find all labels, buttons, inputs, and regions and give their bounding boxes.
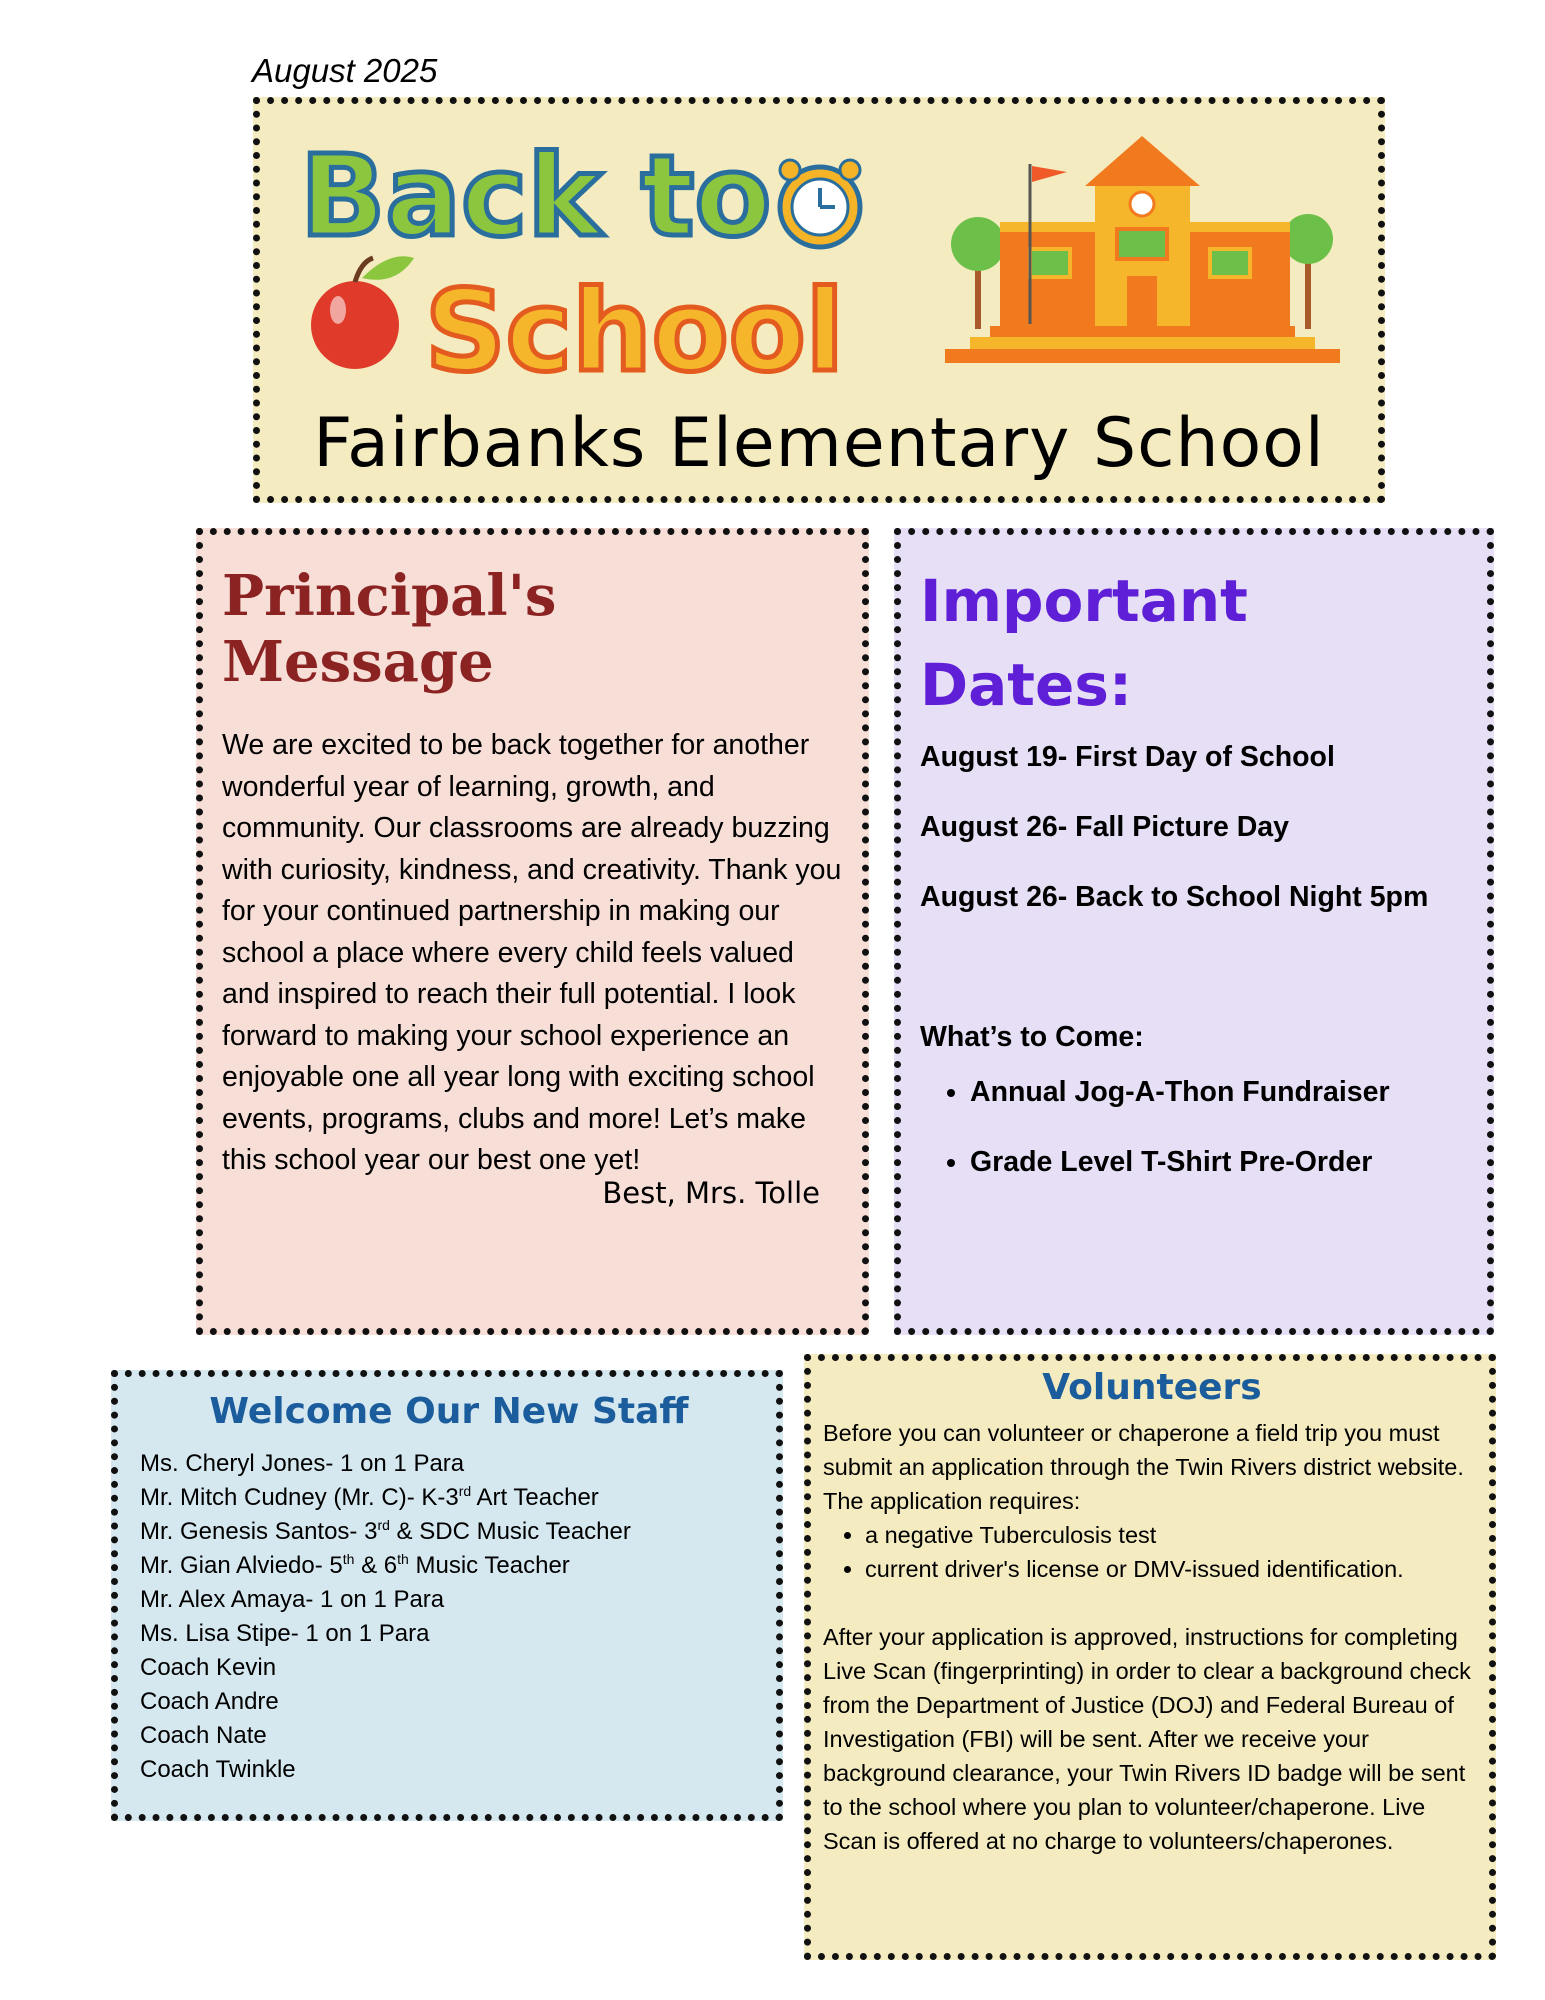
whats-to-come-list [920, 1076, 1469, 1179]
volunteers-box [804, 1354, 1496, 1960]
newsletter-date: August 2025 [252, 52, 438, 89]
important-dates-title: Important Dates: [920, 567, 1248, 719]
alarm-clock-icon [780, 160, 860, 247]
whats-to-come-title: What’s to Come: [920, 1021, 1144, 1053]
date-item: August 19- First Day of School [920, 741, 1335, 773]
volunteers-title: Volunteers [1042, 1367, 1262, 1408]
staff-member: Coach Twinkle [140, 1756, 296, 1783]
new-staff-box [111, 1370, 783, 1821]
principal-message-title: Principal's Message [222, 563, 557, 695]
principal-signature: Best, Mrs. Tolle [602, 1175, 820, 1210]
volunteers-intro: Before you can volunteer or chaperone a field trip you must submit an application through the Twin Rivers district website. The application requires: [823, 1420, 1464, 1514]
staff-member: Coach Nate [140, 1722, 267, 1749]
staff-member: Mr. Alex Amaya- 1 on 1 Para [140, 1586, 445, 1613]
list-item: • current driver's license or DMV-issued identification. [865, 1552, 1481, 1586]
staff-member: Ms. Lisa Stipe- 1 on 1 Para [140, 1620, 430, 1647]
principal-message-body: We are excited to be back together for another wonderful year of learning, growth, and community. Our classrooms are already buzzing with curiosity, kindness, and creativity. Thank you for your continued partnership in making our school a place where every child feels valued and inspired to reach their full potential. I look forward to making your school experience an enjoyable one all year long with exciting school events, programs, clubs and more! Let’s make this school year our best one yet! [222, 729, 842, 1176]
apple-icon [311, 256, 414, 369]
back-to-text: Back to [300, 132, 772, 262]
staff-member: Ms. Cheryl Jones- 1 on 1 Para [140, 1450, 465, 1477]
header-banner [253, 97, 1385, 503]
back-to-school-graphic [300, 120, 880, 410]
staff-member: Mr. Gian Alviedo- 5th & 6th Music Teacher [140, 1551, 570, 1579]
principal-message-box [196, 528, 869, 1335]
date-item: August 26- Fall Picture Day [920, 811, 1290, 843]
staff-member: Coach Kevin [140, 1654, 277, 1681]
new-staff-title: Welcome Our New Staff [209, 1391, 689, 1432]
volunteer-requirements-list [823, 1518, 1481, 1586]
staff-member: Coach Andre [140, 1688, 279, 1715]
staff-member: Mr. Genesis Santos- 3rd & SDC Music Teacher [140, 1517, 631, 1545]
school-text: School [425, 267, 845, 397]
important-dates-box [894, 528, 1494, 1335]
date-item: August 26- Back to School Night 5pm [920, 881, 1429, 913]
list-item: • Annual Jog-A-Thon Fundraiser [970, 1076, 1469, 1109]
list-item: • a negative Tuberculosis test [865, 1518, 1481, 1552]
school-name: Fairbanks Elementary School [313, 404, 1325, 483]
school-building-icon [945, 124, 1340, 379]
volunteers-after-approval: After your application is approved, instructions for completing Live Scan (fingerprinting) in order to clear a background check from the Department of Justice (DOJ) and Federal Bureau of Investigation (FBI) will be sent. After we receive your background clearance, your Twin Rivers ID badge will be sent to the school where you plan to volunteer/chaperone. Live Scan is offered at no charge to volunteers/chaperones. [823, 1624, 1471, 1854]
staff-member: Mr. Mitch Cudney (Mr. C)- K-3rd Art Teacher [140, 1483, 599, 1511]
list-item: • Grade Level T-Shirt Pre-Order [970, 1146, 1469, 1179]
